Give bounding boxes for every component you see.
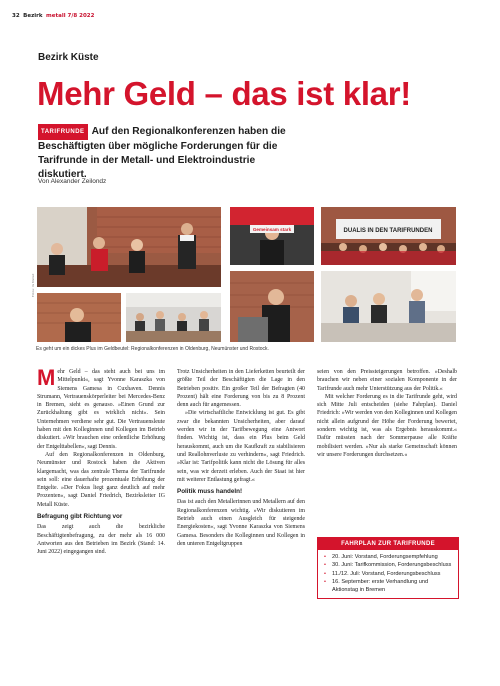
photo-sign-text: Gemeinsam stark [252, 227, 292, 232]
article-lead [38, 124, 288, 182]
paragraph: Mit welcher Forderung es in die Tarifrunde geht, wird sich Mitte Juli entscheiden (siehe Fahrplan). Daniel Friedrich: »Wir werden von den Kolleginnen und Kollegen nicht allein aufgrund der Höhe der Forderung bewertet, sondern wichtig ist, was als Ergebnis herauskommt.« Dafür müssten nach der Sommerpause alle Kräfte mobilisiert werden. »Nur als starke Gemeinschaft können wir unsere Forderungen durchsetzen.« [317, 393, 457, 458]
paragraph: Trotz Unsicherheiten in den Lieferketten beurteilt der größte Teil der Beschäftigten die Lage in den Betrieben positiv. Ein großer Teil der Befragten (40 Prozent) hält eine Forderung von bis zu 8 Prozent denn auch für angemessen. [177, 369, 305, 409]
lead-text: Auf den Regionalkonferenzen haben die Beschäftigten über mögliche Forderungen für die Tarifrunde in der Metall- und Elektroindustrie diskutiert. [38, 126, 286, 180]
paragraph: Mehr Geld – das steht auch bei uns im Mittelpunkt«, sagt Yvonne Karaszka von Siemens Gamesa in Cuxhaven. Dennis Strumann, Vertrauenskörperleiter bei Mercedes-Benz in Bremen, sieht es genauso. »Einen Grund zur Zurückhaltung gibt es wirklich nicht«. Sein Unternehmen verdiene sehr gut. Die Vertrauensleute haben mit den Kolleginnen und Kollegen im Betrieb diskutiert. »Wir brauchen eine ordentliche Erhöhung der Entgelttabellen«, sagt Dennis. [37, 365, 165, 450]
photo-speaker-sign [230, 207, 314, 265]
photo-caption: Es geht um ein dickes Plus im Geldbeutel: Regionalkonferenzen in Oldenburg, Neumünster und Rostock. [36, 346, 269, 352]
photo-speaker-podium [230, 271, 314, 342]
subheading: Politik muss handeln! [177, 488, 243, 496]
photo-panel-speakers [37, 207, 221, 287]
paragraph: Das ist auch den Metallerinnen und Metallern auf den Regionalkonferenzen wichtig. »Wir diskutieren im Betrieb auch einen Ausgleich für steigende Energiekosten«, sagt Yvonne Karaszka von Siemens Gamesa. Besonders die Kolleginnen und Kollegen in den unteren Entgeltgruppen [177, 499, 305, 547]
fahrplan-item: • 20. Juni: Vorstand, Forderungsempfehlung [324, 554, 454, 561]
article-title: Mehr Geld – das ist klar! [37, 75, 411, 112]
photo-microphone-speaker [37, 293, 121, 342]
photo-credit: Fotos: IG Metall [31, 273, 35, 297]
fahrplan-item: • 16. September: erste Verhandlung und Aktionstag in Bremen [324, 579, 454, 594]
region-label: Bezirk Küste [38, 52, 99, 63]
paragraph: seien von den Preissteigerungen betroffen. »Deshalb brauchen wir neben einer sozialen Komponente in der Tarifrunde auch mehr Unterstützung aus der Politik.« [317, 369, 457, 392]
paragraph: Auf den Regionalkonferenzen in Oldenburg, Neumünster und Rostock haben die Aktiven klargemacht, was das zentrale Thema der Tarifrunde sein soll: eine dauerhafte prozentuale Erhöhung der Entgelte. »Der Fokus liegt ganz deutlich auf mehr Prozenten«, sagt Daniel Friedrich, Bezirksleiter IG Metall Küste. [37, 451, 165, 508]
photo-discussion-table [321, 271, 456, 342]
page-header [12, 13, 94, 19]
paragraph: »Die wirtschaftliche Entwicklung ist gut. Es gibt zwar die bekannten Unsicherheiten, aber darauf werden wir in der Tarifbewegung eine Antwort finden. Wichtig ist, dass ein Plus beim Geld herauskommt, auch um die Kaufkraft zu stabilisieren und Reallohnverluste zu verhindern«, sagt Friedrich. »Klar ist: Tarifpolitik kann nicht die Lösung für alles sein, was wir derzeit erleben. Auch der Staat ist hier mit weiterer Entlastung gefragt.« [177, 410, 305, 483]
fahrplan-box [317, 537, 459, 599]
article-column-2 [177, 368, 305, 548]
magazine-issue: metall 7/8 2022 [46, 13, 95, 19]
photo-banner-text: DUALIS IN DEN TARIFRUNDEN [343, 228, 433, 234]
subheading: Befragung gibt Richtung vor [37, 513, 123, 521]
paragraph: Das zeigt auch die bezirkliche Beschäftigtenbefragung, zu der mehr als 16 000 Antworten aus den Betrieben im Bezirk (Stand: 14. Juni 2022) eingegangen sind. [37, 524, 165, 556]
photo-banner-group [321, 207, 456, 265]
drop-cap: M [37, 365, 56, 390]
article-column-1 [37, 365, 165, 557]
fahrplan-title: FAHRPLAN ZUR TARIFRUNDE [318, 538, 458, 550]
section-name: Bezirk [23, 13, 43, 19]
page-number: 32 [12, 13, 20, 19]
article-column-3 [317, 368, 457, 459]
photo-conference-room [126, 293, 221, 342]
topic-tag: TARIFRUNDE [38, 124, 88, 140]
fahrplan-item: • 11./12. Juli: Vorstand, Forderungsbeschluss [324, 571, 454, 578]
author-line: Von Alexander Zeilondz [38, 178, 107, 185]
fahrplan-item: • 30. Juni: Tarifkommission, Forderungsbeschluss [324, 562, 454, 569]
fahrplan-list [318, 550, 458, 598]
